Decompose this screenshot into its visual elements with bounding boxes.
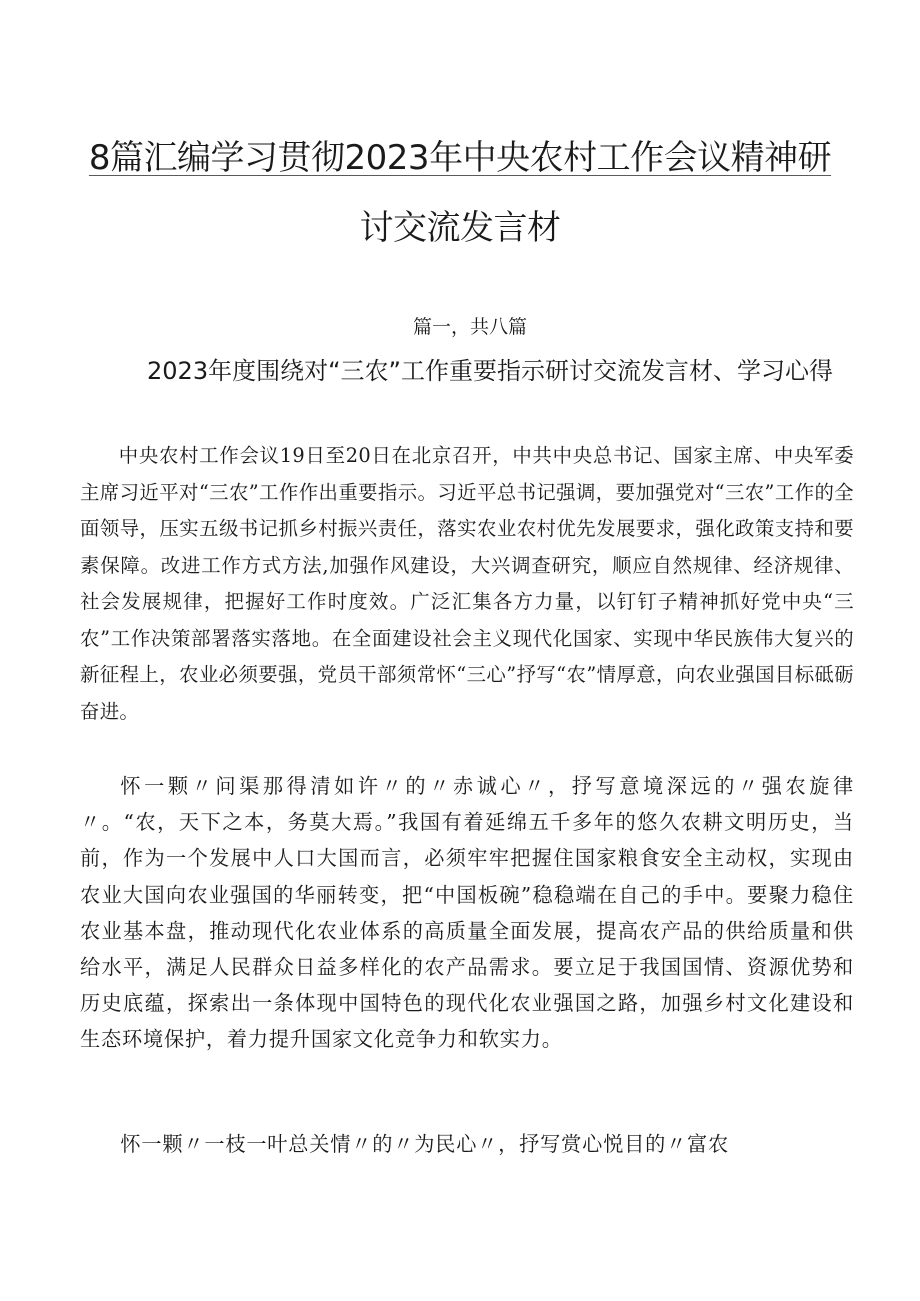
document-title-line-2: 讨交流发言材 <box>359 208 561 248</box>
part-label: 篇一，共八篇 <box>412 316 527 338</box>
document-title-line-1: 8篇汇编学习贯彻2023年中央农村工作会议精神研 <box>88 138 832 178</box>
article-title: 2023年度围绕对“三农”工作重要指示研讨交流发言材、学习心得 <box>147 357 833 385</box>
body-paragraph-1: 中央农村工作会议19日至20日在北京召开，中共中央总书记、国家主席、中央军委主席习近平对“三农”工作作出重要指示。习近平总书记强调，要加强党对“三农”工作的全面领导，压实五级书记抓乡村振兴责任，落实农业农村优先发展要求，强化政策支持和要素保障。改进工作方式方法,加强作风建设，大兴调查研究，顺应自然规律、经济规律、社会发展规律，把握好工作时度效。广泛汇集各方力量，以钉钉子精神抓好党中央“三农”工作决策部署落实落地。在全面建设社会主义现代化国家、实现中华民族伟大复兴的新征程上，农业必须要强，党员干部须常怀“三心”抒写“农”情厚意，向农业强国目标砥砺奋进。 <box>80 444 854 723</box>
body-paragraph-3: 怀一颗〃一枝一叶总关情〃的〃为民心〃，抒写赏心悦目的〃富农 <box>120 1132 730 1156</box>
body-paragraph-2: 怀一颗〃问渠那得清如许〃的〃赤诚心〃，抒写意境深远的〃强农旋律〃。“农，天下之本，务莫大焉。”我国有着延绵五千多年的悠久农耕文明历史，当前，作为一个发展中人口大国而言，必须牢牢把握住国家粮食安全主动权，实现由农业大国向农业强国的华丽转变，把“中国板碗”稳稳端在自己的手中。要聚力稳住农业基本盘，推动现代化农业体系的高质量全面发展，提高农产品的供给质量和供给水平，满足人民群众日益多样化的农产品需求。要立足于我国国情、资源优势和历史底蕴，探索出一条体现中国特色的现代化农业强国之路，加强乡村文化建设和生态环境保护，着力提升国家文化竞争力和软实力。 <box>80 774 854 1052</box>
